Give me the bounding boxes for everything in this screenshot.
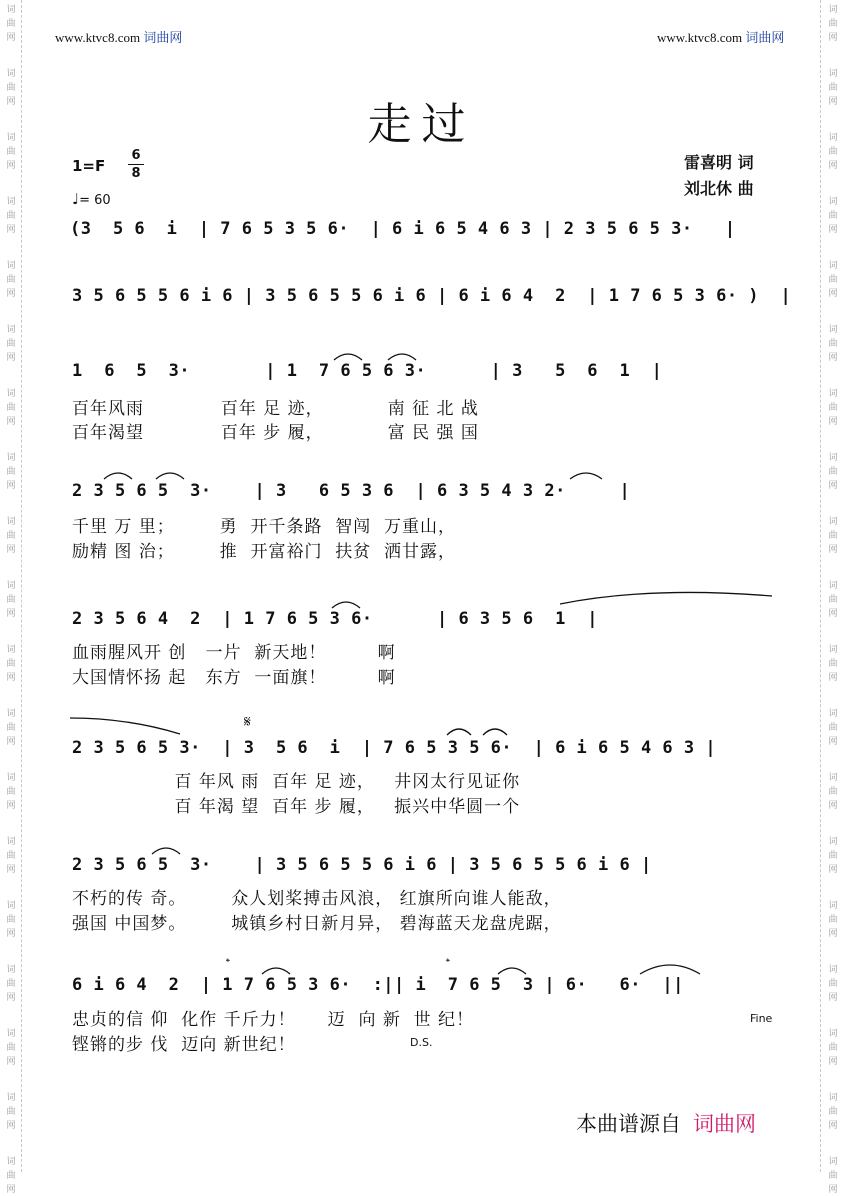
watermark-char: 词	[828, 517, 838, 527]
watermark-char: 网	[828, 1057, 838, 1067]
right-watermark-strip	[824, 0, 842, 1195]
watermark-char: 词	[6, 517, 16, 527]
watermark-group	[828, 770, 837, 812]
watermark-char: 词	[828, 389, 838, 399]
watermark-char: 曲	[828, 659, 838, 669]
watermark-char: 曲	[6, 915, 16, 925]
watermark-char: 网	[6, 929, 16, 939]
watermark-group	[828, 386, 837, 428]
watermark-group	[6, 898, 15, 940]
slur-marks	[100, 467, 680, 481]
watermark-group	[6, 514, 15, 556]
watermark-group	[6, 1154, 15, 1196]
watermark-group	[6, 2, 15, 44]
watermark-group	[828, 194, 837, 236]
watermark-char: 曲	[6, 979, 16, 989]
watermark-char: 曲	[828, 595, 838, 605]
watermark-char: 网	[6, 609, 16, 619]
song-title: 走过	[367, 99, 476, 150]
watermark-char: 网	[828, 225, 838, 235]
watermark-char: 网	[828, 993, 838, 1003]
slur-marks	[150, 842, 190, 856]
watermark-char: 曲	[6, 19, 16, 29]
watermark-char: 网	[828, 929, 838, 939]
coda-icon: 𝄌	[226, 956, 230, 969]
watermark-char: 网	[6, 481, 16, 491]
slur-marks	[445, 723, 525, 737]
site-mark-left: www.ktvc8.com 词曲网	[55, 30, 183, 46]
watermark-char: 词	[6, 5, 16, 15]
watermark-group	[6, 258, 15, 300]
watermark-char: 网	[828, 609, 838, 619]
watermark-char: 曲	[6, 787, 16, 797]
watermark-char: 词	[6, 197, 16, 207]
watermark-group	[6, 578, 15, 620]
lyric-verse-2: 大国情怀扬 起 东方 一面旗！ 啊	[72, 668, 396, 688]
watermark-char: 词	[6, 1157, 16, 1167]
watermark-group	[6, 706, 15, 748]
watermark-char: 词	[6, 837, 16, 847]
watermark-char: 网	[6, 33, 16, 43]
watermark-char: 网	[828, 97, 838, 107]
watermark-char: 曲	[6, 211, 16, 221]
watermark-char: 网	[6, 737, 16, 747]
watermark-char: 网	[828, 545, 838, 555]
watermark-char: 网	[828, 289, 838, 299]
watermark-char: 词	[828, 1157, 838, 1167]
watermark-char: 网	[6, 801, 16, 811]
watermark-group	[6, 386, 15, 428]
watermark-char: 网	[6, 97, 16, 107]
lyric-verse-2: 百 年渴 望 百年 步 履， 振兴中华圆一个	[72, 797, 521, 817]
lyricist-credit: 雷喜明 词	[684, 153, 754, 172]
watermark-char: 词	[828, 965, 838, 975]
watermark-char: 曲	[6, 339, 16, 349]
watermark-char: 网	[6, 353, 16, 363]
watermark-group	[6, 1026, 15, 1068]
slur-marks	[260, 960, 710, 976]
watermark-group	[6, 770, 15, 812]
watermark-char: 词	[828, 709, 838, 719]
watermark-char: 网	[828, 481, 838, 491]
lyric-verse-1: 百 年风 雨 百年 足 迹， 井冈太行见证你	[72, 772, 521, 792]
notation-row: (3 5 6 i | 7 6 5 3 5 6· | 6 i 6 5 4 6 3 | 2 3 5 6 5 3· |	[70, 219, 736, 239]
watermark-char: 网	[828, 161, 838, 171]
watermark-char: 曲	[828, 531, 838, 541]
watermark-char: 词	[6, 261, 16, 271]
watermark-char: 词	[828, 325, 838, 335]
watermark-char: 词	[828, 581, 838, 591]
watermark-char: 词	[6, 581, 16, 591]
watermark-char: 曲	[6, 723, 16, 733]
watermark-group	[6, 194, 15, 236]
watermark-group	[6, 322, 15, 364]
watermark-char: 网	[828, 1185, 838, 1195]
watermark-group	[6, 450, 15, 492]
watermark-group	[828, 1154, 837, 1196]
watermark-char: 词	[6, 133, 16, 143]
watermark-group	[828, 450, 837, 492]
notation-row: 2 3 5 6 5 3· | 3 6 5 3 6 | 6 3 5 4 3 2· |	[72, 481, 631, 501]
watermark-char: 网	[6, 289, 16, 299]
watermark-char: 曲	[6, 595, 16, 605]
source-footer: 本曲谱源自 词曲网	[576, 1112, 756, 1136]
watermark-group	[828, 962, 837, 1004]
slur-marks	[68, 714, 188, 738]
watermark-char: 词	[6, 1029, 16, 1039]
ds-marking: D.S.	[410, 1036, 433, 1049]
left-watermark-strip	[2, 0, 20, 1195]
watermark-char: 曲	[6, 275, 16, 285]
watermark-char: 网	[6, 1121, 16, 1131]
watermark-char: 词	[828, 453, 838, 463]
watermark-char: 词	[828, 1093, 838, 1103]
notation-row: 3 5 6 5 5 6 i 6 | 3 5 6 5 5 6 i 6 | 6 i 6 4 2 | 1 7 6 5 3 6· ) |	[72, 286, 792, 306]
watermark-char: 网	[6, 545, 16, 555]
watermark-char: 词	[6, 69, 16, 79]
watermark-char: 曲	[828, 19, 838, 29]
watermark-char: 词	[828, 5, 838, 15]
notation-row: 2 3 5 6 5 3· | 3 5 6 5 5 6 i 6 | 3 5 6 5 5 6 i 6 |	[72, 855, 652, 875]
watermark-char: 曲	[6, 531, 16, 541]
watermark-char: 曲	[828, 723, 838, 733]
notation-row: 6 i 6 4 2 | 1 7 6 5 3 6· :|| i 7 6 5 3 | 6· 6· ||	[72, 975, 684, 995]
watermark-group	[6, 1090, 15, 1132]
watermark-group	[828, 898, 837, 940]
watermark-char: 网	[828, 353, 838, 363]
watermark-char: 网	[6, 1185, 16, 1195]
watermark-char: 网	[6, 161, 16, 171]
watermark-char: 词	[828, 197, 838, 207]
watermark-char: 词	[6, 1093, 16, 1103]
notation-row: 1 6 5 3· | 1 7 6 5 6 3· | 3 5 6 1 |	[72, 361, 663, 381]
watermark-group	[6, 834, 15, 876]
composer-credit: 刘北休 曲	[684, 179, 754, 198]
watermark-char: 曲	[828, 211, 838, 221]
notation-row: 2 3 5 6 4 2 | 1 7 6 5 3 6· | 6 3 5 6 1 |	[72, 609, 599, 629]
slur-marks	[330, 348, 430, 362]
key-signature: 1=F	[72, 157, 106, 175]
watermark-char: 网	[6, 417, 16, 427]
watermark-char: 曲	[828, 467, 838, 477]
watermark-group	[828, 1090, 837, 1132]
watermark-char: 曲	[828, 339, 838, 349]
lyric-verse-2: 百年渴望 百年 步 履， 富 民 强 国	[72, 423, 479, 443]
watermark-char: 曲	[828, 1043, 838, 1053]
source-brand-link[interactable]: 词曲网	[693, 1112, 756, 1136]
watermark-char: 网	[6, 673, 16, 683]
watermark-char: 曲	[6, 403, 16, 413]
watermark-char: 词	[828, 1029, 838, 1039]
lyric-verse-2: 强国 中国梦。 城镇乡村日新月异， 碧海蓝天龙盘虎踞，	[72, 914, 562, 934]
time-signature: 6 8	[128, 148, 144, 181]
watermark-group	[828, 1026, 837, 1068]
watermark-char: 曲	[828, 851, 838, 861]
watermark-char: 曲	[6, 83, 16, 93]
watermark-char: 网	[6, 865, 16, 875]
watermark-char: 词	[828, 69, 838, 79]
watermark-char: 曲	[6, 147, 16, 157]
watermark-group	[828, 578, 837, 620]
watermark-char: 曲	[828, 83, 838, 93]
watermark-group	[828, 2, 837, 44]
watermark-char: 曲	[828, 1171, 838, 1181]
notation-row: 2 3 5 6 5 3· | 3 5 6 i | 7 6 5 3 5 6· | 6 i 6 5 4 6 3 |	[72, 738, 717, 758]
lyric-verse-1: 血雨腥风开 创 一片 新天地！ 啊	[72, 643, 396, 663]
site-mark-right: www.ktvc8.com 词曲网	[657, 30, 785, 46]
coda-icon: 𝄌	[446, 956, 450, 969]
watermark-char: 曲	[6, 851, 16, 861]
watermark-char: 词	[6, 901, 16, 911]
lyric-verse-2: 铿锵的步 伐 迈向 新世纪！	[72, 1035, 296, 1055]
watermark-char: 曲	[828, 787, 838, 797]
watermark-char: 网	[828, 865, 838, 875]
watermark-char: 词	[828, 645, 838, 655]
watermark-char: 词	[828, 133, 838, 143]
watermark-char: 曲	[828, 403, 838, 413]
lyric-verse-1: 千里 万 里； 勇 开千条路 智闯 万重山，	[72, 517, 457, 537]
watermark-char: 词	[6, 773, 16, 783]
watermark-char: 曲	[828, 1107, 838, 1117]
watermark-char: 网	[828, 1121, 838, 1131]
watermark-group	[828, 322, 837, 364]
watermark-group	[6, 642, 15, 684]
watermark-char: 网	[828, 737, 838, 747]
watermark-group	[828, 706, 837, 748]
watermark-char: 词	[828, 261, 838, 271]
watermark-group	[828, 258, 837, 300]
watermark-char: 曲	[828, 275, 838, 285]
watermark-group	[828, 834, 837, 876]
watermark-char: 网	[828, 801, 838, 811]
watermark-char: 词	[828, 773, 838, 783]
watermark-char: 曲	[6, 467, 16, 477]
watermark-char: 网	[828, 33, 838, 43]
watermark-char: 词	[6, 965, 16, 975]
tempo-marking: ♩= 60	[72, 190, 111, 208]
lyric-verse-1: 忠贞的信 仰 化作 千斤力！ 迈 向 新 世 纪！	[72, 1010, 475, 1030]
segno-icon: 𝄋	[244, 712, 251, 731]
watermark-char: 网	[6, 225, 16, 235]
watermark-char: 曲	[6, 1171, 16, 1181]
watermark-char: 曲	[828, 147, 838, 157]
right-dashed-border	[820, 0, 821, 1172]
watermark-group	[828, 514, 837, 556]
watermark-group	[6, 962, 15, 1004]
watermark-char: 网	[6, 1057, 16, 1067]
watermark-char: 词	[6, 389, 16, 399]
watermark-char: 曲	[828, 979, 838, 989]
watermark-char: 网	[828, 417, 838, 427]
watermark-char: 曲	[6, 1043, 16, 1053]
lyric-verse-1: 百年风雨 百年 足 迹， 南 征 北 战	[72, 399, 479, 419]
lyric-verse-2: 励精 图 治； 推 开富裕门 扶贫 洒甘露，	[72, 542, 457, 562]
left-dashed-border	[21, 0, 22, 1172]
watermark-char: 曲	[6, 1107, 16, 1117]
watermark-char: 词	[6, 709, 16, 719]
watermark-group	[828, 642, 837, 684]
watermark-char: 词	[6, 453, 16, 463]
fine-marking: Fine	[750, 1012, 773, 1025]
watermark-char: 曲	[828, 915, 838, 925]
watermark-char: 词	[828, 901, 838, 911]
quarter-note-icon: ♩	[72, 190, 80, 208]
watermark-char: 词	[6, 325, 16, 335]
lyric-verse-1: 不朽的传 奇。 众人划桨搏击风浪， 红旗所向谁人能敌，	[72, 889, 562, 909]
watermark-char: 词	[6, 645, 16, 655]
watermark-char: 网	[828, 673, 838, 683]
watermark-char: 词	[828, 837, 838, 847]
watermark-char: 曲	[6, 659, 16, 669]
watermark-char: 网	[6, 993, 16, 1003]
slur-marks	[320, 592, 780, 610]
